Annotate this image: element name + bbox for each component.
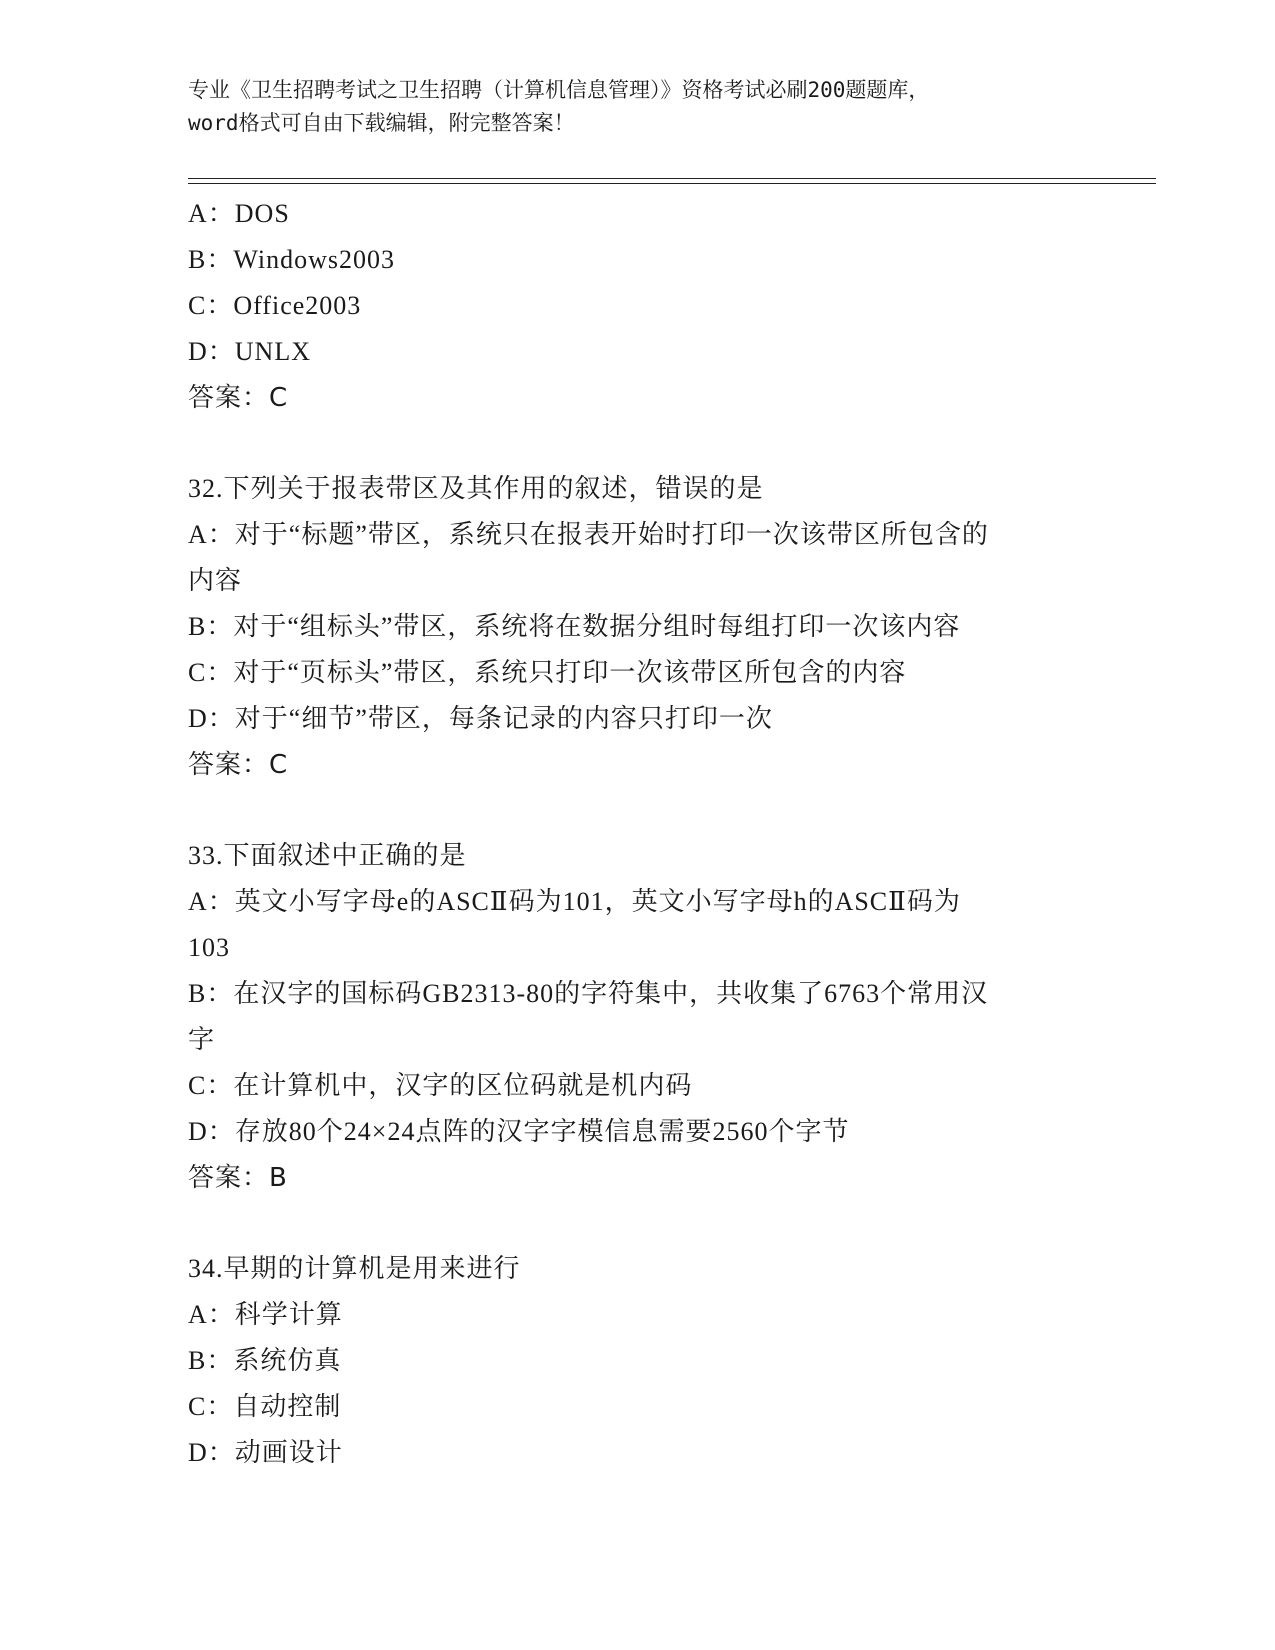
option-d: D：对于“细节”带区，每条记录的内容只打印一次	[188, 704, 773, 733]
question-31	[188, 191, 1088, 421]
option-b: B：对于“组标头”带区，系统将在数据分组时每组打印一次该内容	[188, 612, 961, 641]
question-34	[188, 1246, 1088, 1476]
header-rule-bottom	[188, 183, 1156, 184]
header-line-2: word格式可自由下载编辑，附完整答案！	[188, 111, 575, 135]
answer-line: 答案：C	[188, 750, 289, 780]
option-a: A：对于“标题”带区，系统只在报表开始时打印一次该带区所包含的	[188, 520, 989, 549]
question-text: 34.早期的计算机是用来进行	[188, 1254, 521, 1283]
option-d: D：动画设计	[188, 1438, 343, 1467]
option-a: A：DOS	[188, 199, 290, 228]
option-d: D：UNLX	[188, 337, 311, 366]
option-b: B：系统仿真	[188, 1346, 342, 1375]
question-text: 33.下面叙述中正确的是	[188, 841, 467, 870]
option-b: B：Windows2003	[188, 245, 395, 274]
option-a: A：科学计算	[188, 1300, 343, 1329]
header-rule-top	[188, 178, 1156, 179]
option-c: C：对于“页标头”带区，系统只打印一次该带区所包含的内容	[188, 658, 907, 687]
option-a-continued: 103	[188, 933, 230, 962]
option-c: C：Office2003	[188, 291, 362, 320]
question-text: 32.下列关于报表带区及其作用的叙述，错误的是	[188, 474, 764, 503]
document-header	[188, 74, 1088, 140]
answer-line: 答案：B	[188, 1163, 288, 1193]
question-33	[188, 833, 1088, 1201]
option-b: B：在汉字的国标码GB2313-80的字符集中，共收集了6763个常用汉	[188, 979, 989, 1008]
spacer	[188, 1201, 1088, 1246]
option-a-continued: 内容	[188, 566, 243, 595]
spacer	[188, 421, 1088, 466]
option-a: A：英文小写字母e的ASCⅡ码为101，英文小写字母h的ASCⅡ码为	[188, 887, 961, 916]
option-b-continued: 字	[188, 1025, 216, 1054]
option-d: D：存放80个24×24点阵的汉字字模信息需要2560个字节	[188, 1117, 850, 1146]
spacer	[188, 788, 1088, 833]
question-32	[188, 466, 1088, 788]
option-c: C：自动控制	[188, 1392, 342, 1421]
header-line-1: 专业《卫生招聘考试之卫生招聘（计算机信息管理）》资格考试必刷200题题库，	[188, 78, 930, 102]
question-list	[188, 191, 1088, 1476]
option-c: C：在计算机中，汉字的区位码就是机内码	[188, 1071, 693, 1100]
answer-line: 答案：C	[188, 383, 289, 413]
